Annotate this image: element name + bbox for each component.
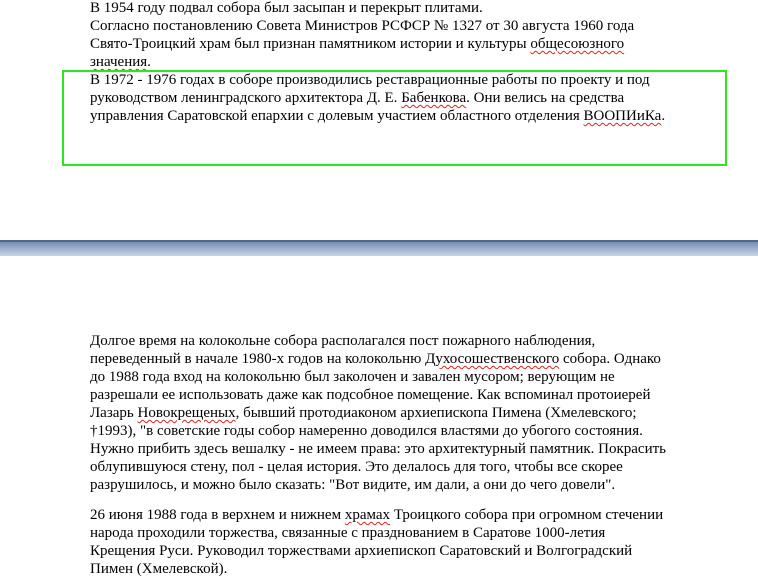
text-line[interactable]: Пимен (Хмелевской). <box>90 561 228 577</box>
text-line[interactable] <box>90 506 730 524</box>
text-line[interactable]: Долгое время на колокольне собора располагался пост пожарного наблюдения, <box>90 333 596 349</box>
bottom-text-block[interactable] <box>90 332 730 578</box>
text-span: руководством ленинградского архитектора Д. Е. <box>90 90 402 106</box>
spellcheck-word[interactable]: храмах <box>344 507 391 523</box>
text-span: управления Саратовской епархии с долевым участием областного отделения <box>90 108 584 124</box>
text-line[interactable]: Нужно прибить здесь вешалку - не имеем права: это архитектурный памятник. Покрасить <box>90 441 667 457</box>
text-line[interactable] <box>90 404 730 422</box>
text-line[interactable]: до 1988 года вход на колокольню был заколочен и завален мусором; верующим не <box>90 369 615 385</box>
text-line[interactable]: разрешали ее использовать даже как подсобное помещение. Как вспоминал протоиерей <box>90 387 651 403</box>
text-line[interactable]: В 1972 - 1976 годах в соборе производились реставрационные работы по проекту и под <box>90 72 650 88</box>
text-line[interactable] <box>90 35 730 53</box>
text-line[interactable]: разрушилось, и можно было сказать: "Вот видите, им дали, а они до чего довели". <box>90 477 616 493</box>
paragraph-spacing <box>90 494 730 506</box>
spellcheck-word[interactable]: Новокрещеных <box>137 405 236 421</box>
text-line[interactable]: В 1954 году подвал собора был засыпан и перекрыт плитами. <box>90 0 483 16</box>
spellcheck-word[interactable]: значения <box>90 54 148 70</box>
text-span: . Они велись на средства <box>466 90 625 106</box>
text-span: Свято-Троицкий храм был признан памятником истории и культуры <box>90 36 531 52</box>
text-span: Троицкого собора при огромном стечении <box>390 507 664 523</box>
text-line[interactable]: Согласно постановлению Совета Министров РСФСР № 1327 от 30 августа 1960 года <box>90 18 635 34</box>
text-line[interactable] <box>90 350 730 368</box>
text-span: . <box>147 54 151 70</box>
text-span: Лазарь <box>90 405 138 421</box>
text-span: . <box>661 108 666 124</box>
top-text-block[interactable] <box>90 0 730 71</box>
text-span: собора. Однако <box>559 351 661 367</box>
selection-highlight-box <box>62 70 727 166</box>
text-span: переведенный в начале 1980-х годов на колокольню <box>90 351 426 367</box>
text-span: 26 июня 1988 года в верхнем и нижнем <box>90 507 345 523</box>
spellcheck-word[interactable]: ВООПИиКа <box>583 108 662 124</box>
text-line[interactable] <box>90 53 730 71</box>
text-span: , бывший протодиаконом архиепископа Пимена (Хмелевского; <box>235 405 637 421</box>
page-break-gap <box>0 240 758 256</box>
page-gap-edge <box>0 240 758 242</box>
text-line[interactable]: облупившуюся стену, пол - целая история. Это делалось для того, чтобы все скорее <box>90 459 623 475</box>
text-line[interactable]: Крещения Руси. Руководил торжествами архиепископ Саратовский и Волгоградский <box>90 543 633 559</box>
spellcheck-word[interactable]: Бабенкова <box>401 90 467 106</box>
text-line[interactable]: †1993), "в советские годы собор намеренно доводился властями до убогого состояния. <box>90 423 643 439</box>
spellcheck-word[interactable]: Духосошественского <box>425 351 560 367</box>
spellcheck-word[interactable]: общесоюзного <box>530 36 625 52</box>
text-line[interactable]: народа проходили торжества, связанные с празднованием в Саратове 1000-летия <box>90 525 606 541</box>
